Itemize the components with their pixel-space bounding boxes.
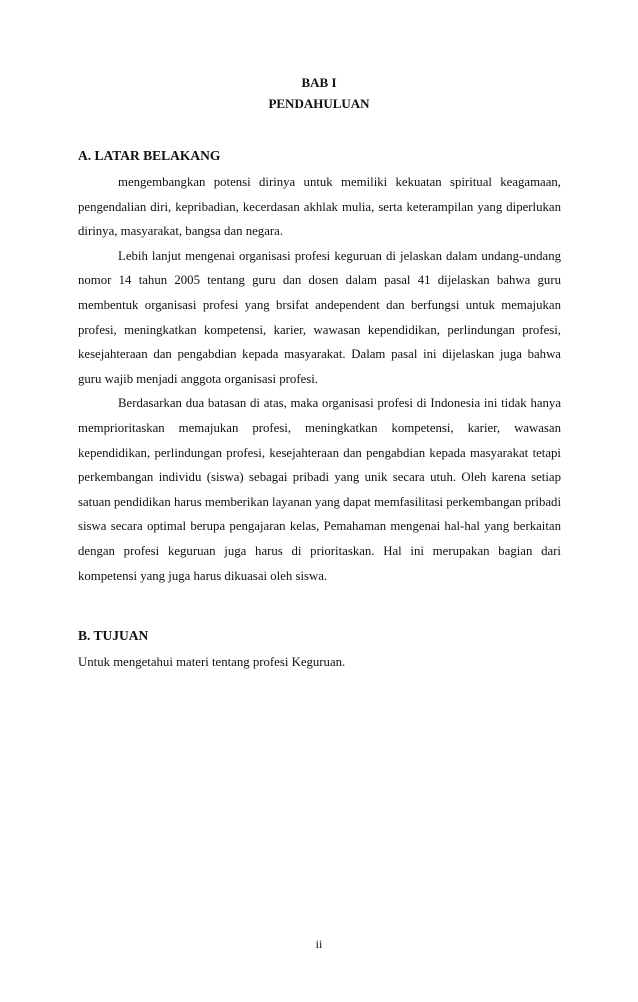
chapter-title: PENDAHULUAN bbox=[268, 96, 370, 111]
section-a-paragraph-1: mengembangkan potensi dirinya untuk memiliki kekuatan spiritual keagamaan, pengendalian diri, kepribadian, kecerdasan akhlak mulia, serta keterampilan yang diperlukan dirinya, masyarakat, bangsa dan negara. bbox=[78, 175, 561, 239]
section-b-heading: B. TUJUAN bbox=[78, 628, 149, 643]
section-b-body bbox=[78, 650, 561, 675]
chapter-number: BAB I bbox=[301, 75, 337, 90]
section-a-body bbox=[78, 170, 561, 588]
page-number: ii bbox=[315, 937, 323, 951]
section-b-paragraph: Untuk mengetahui materi tentang profesi Keguruan. bbox=[78, 655, 346, 669]
section-a-paragraph-3: Berdasarkan dua batasan di atas, maka organisasi profesi di Indonesia ini tidak hanya memprioritaskan memajukan profesi, meningkatkan kompetensi, karier, wawasan kependidikan, perlindungan profesi, kesejahteraan dan pengabdian kepada masyarakat tetapi perkembangan individu (siswa) sebagai pribadi yang unik secara utuh. Oleh karena setiap satuan pendidikan harus memberikan layanan yang dapat memfasilitasi perkembangan pribadi siswa secara optimal berupa pengajaran kelas, Pemahaman mengenai hal-hal yang berkaitan dengan profesi keguruan juga harus di prioritaskan. Hal ini merupakan bagian dari kompetensi yang juga harus dikuasai oleh siswa. bbox=[78, 396, 561, 583]
section-a-heading: A. LATAR BELAKANG bbox=[78, 148, 221, 163]
section-a-paragraph-2: Lebih lanjut mengenai organisasi profesi keguruan di jelaskan dalam undang-undang nomor 14 tahun 2005 tentang guru dan dosen dalam pasal 41 dijelaskan bahwa guru membentuk organisasi profesi yang brsifat andependent dan berfungsi untuk memajukan profesi, meningkatkan kompetensi, karier, wawasan kependidikan, perlindungan profesi, kesejahteraan dan pengabdian kepada masyarakat. Dalam pasal ini dijelaskan juga bahwa guru wajib menjadi anggota organisasi profesi. bbox=[78, 248, 561, 386]
